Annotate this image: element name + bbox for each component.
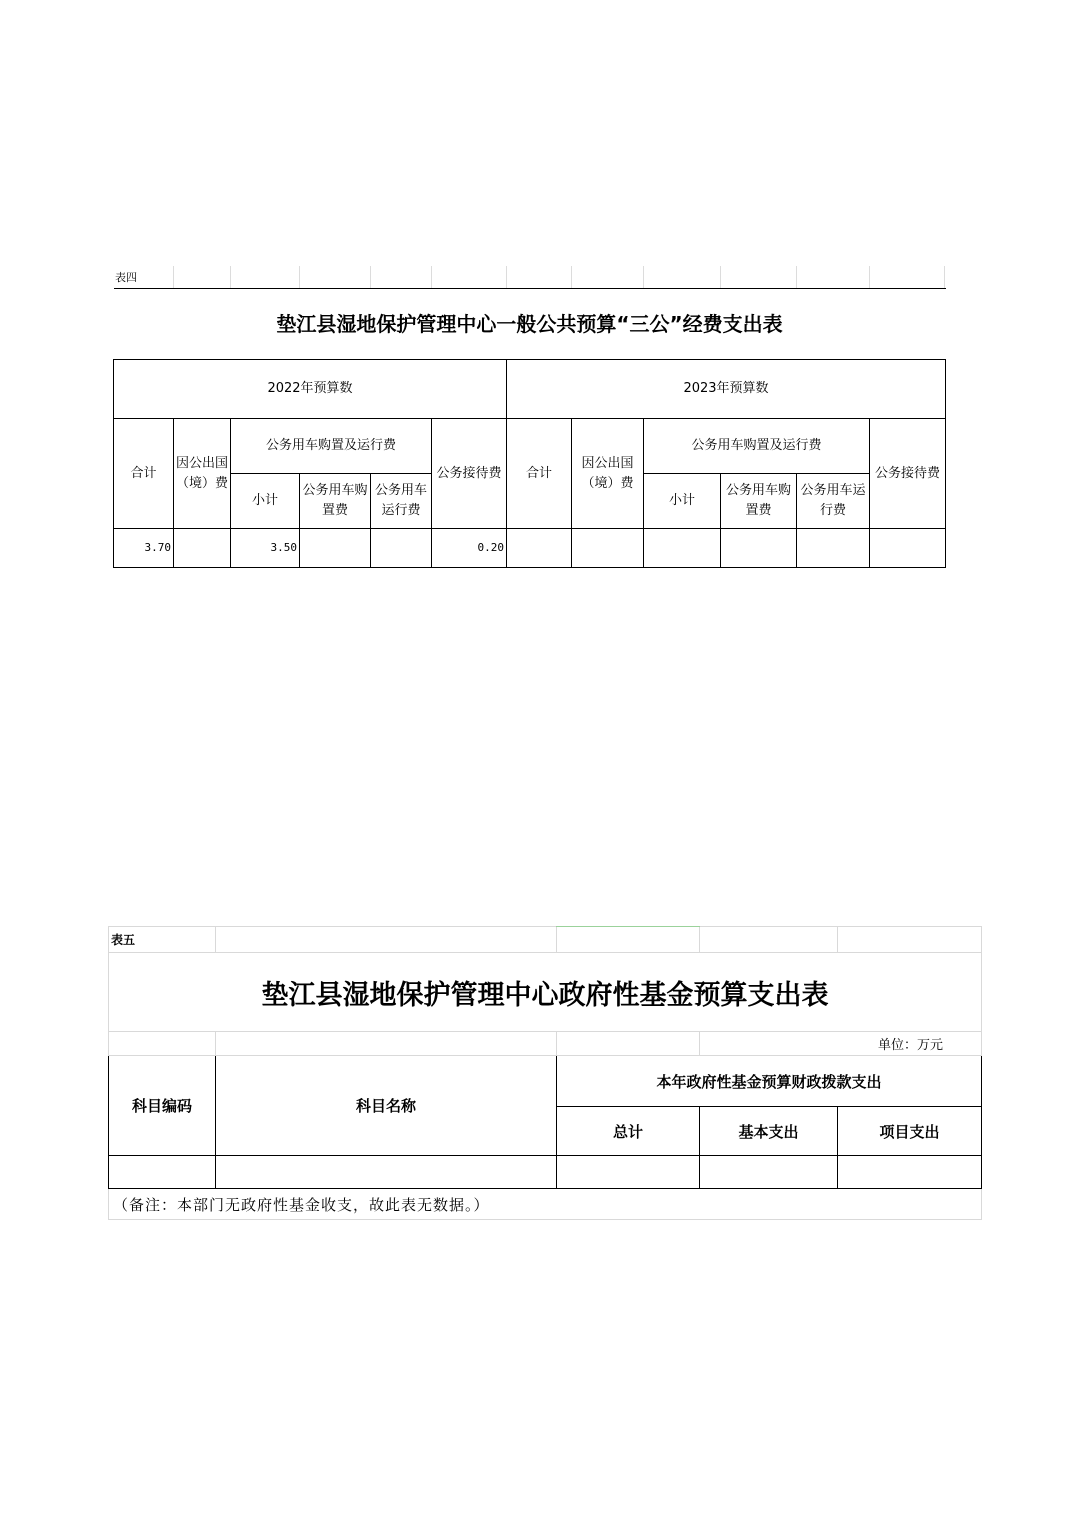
header-total-2023: 合计 [507,419,572,529]
header-reception-2022: 公务接待费 [432,419,507,529]
cell-reception-2022: 0.20 [432,529,507,568]
table-5-title: 垫江县湿地保护管理中心政府性基金预算支出表 [109,953,982,1032]
cell-operation-2023 [797,529,870,568]
table-5-note: （备注：本部门无政府性基金收支，故此表无数据。） [109,1189,982,1220]
cell-abroad-2022 [174,529,231,568]
group-2023-header: 2023年预算数 [507,360,946,419]
table-4-label-row [113,266,945,288]
table-5-container [108,926,983,1220]
header-subtotal-2022: 小计 [231,474,300,529]
cell-reception-2023 [870,529,946,568]
table-5 [108,926,982,1220]
cell-total-2023 [507,529,572,568]
header-total: 总计 [557,1107,700,1156]
table-4 [113,288,946,568]
header-abroad-2022: 因公出国（境）费 [174,419,231,529]
header-vehicle-operation-2022: 公务用车运行费 [371,474,432,529]
header-subtotal-2023: 小计 [644,474,721,529]
table-5-top-line [556,926,700,927]
header-vehicle-purchase-2023: 公务用车购置费 [721,474,797,529]
header-vehicle-2022: 公务用车购置及运行费 [231,419,432,474]
header-abroad-2023: 因公出国（境）费 [572,419,644,529]
cell-total-2022: 3.70 [114,529,174,568]
header-subject-code: 科目编码 [109,1056,216,1156]
header-vehicle-purchase-2022: 公务用车购置费 [300,474,371,529]
table-5-label: 表五 [109,927,216,953]
cell-abroad-2023 [572,529,644,568]
header-project-expense: 项目支出 [838,1107,982,1156]
cell-subtotal-2022: 3.50 [231,529,300,568]
header-reception-2023: 公务接待费 [870,419,946,529]
header-fund-group: 本年政府性基金预算财政拨款支出 [557,1056,982,1107]
table-4-container [113,266,945,568]
table-row [109,1156,982,1189]
table-row [114,529,946,568]
header-subject-name: 科目名称 [216,1056,557,1156]
cell-purchase-2023 [721,529,797,568]
group-2022-header: 2022年预算数 [114,360,507,419]
cell-purchase-2022 [300,529,371,568]
header-vehicle-2023: 公务用车购置及运行费 [644,419,870,474]
unit-label: 单位：万元 [700,1032,982,1056]
cell-subtotal-2023 [644,529,721,568]
header-basic-expense: 基本支出 [700,1107,838,1156]
cell-operation-2022 [371,529,432,568]
header-vehicle-operation-2023: 公务用车运行费 [797,474,870,529]
table-4-label: 表四 [115,271,137,284]
table-4-title: 垫江县湿地保护管理中心一般公共预算“三公”经费支出表 [114,289,946,360]
header-total-2022: 合计 [114,419,174,529]
